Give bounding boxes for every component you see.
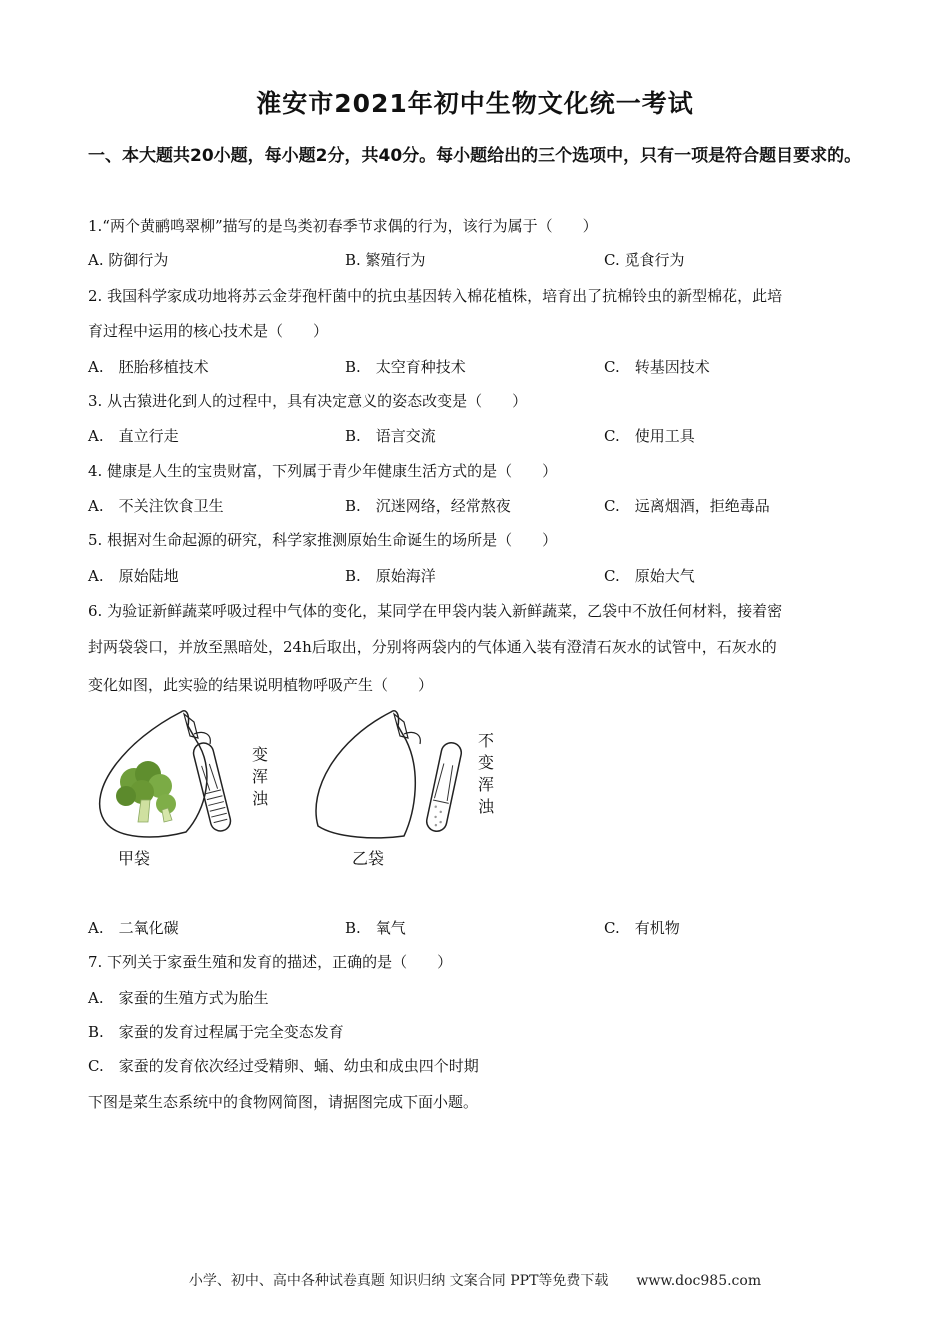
bag-a-label: 甲袋 [118,849,151,868]
q4-option-b: B. 沉迷网络，经常熬夜 [345,497,511,515]
q6-option-b: B. 氧气 [345,919,406,937]
q7-option-a: A. 家蚕的生殖方式为胎生 [88,989,269,1007]
q4-option-a: A. 不关注饮食卫生 [88,497,224,515]
q2-stem-line1: 2. 我国科学家成功地将苏云金芽孢杆菌中的抗虫基因转入棉花植株，培育出了抗棉铃虫的新型棉花，此培 [88,287,783,305]
q3-option-b: B. 语言交流 [345,427,436,445]
next-intro: 下图是菜生态系统中的食物网简图，请据图完成下面小题。 [88,1093,479,1111]
q2-stem-line2: 育过程中运用的核心技术是（ ） [88,322,329,340]
footer-text: 小学、初中、高中各种试卷真题 知识归纳 文案合同 PPT等免费下载 www.doc985.com [188,1273,762,1289]
q6-stem-line1: 6. 为验证新鲜蔬菜呼吸过程中气体的变化，某同学在甲袋内装入新鲜蔬菜，乙袋中不放任何材料，接着密 [88,602,783,620]
q4-option-c: C. 远离烟酒，拒绝毒品 [604,497,770,515]
broccoli-icon [116,761,176,822]
q6-stem-line3: 变化如图，此实验的结果说明植物呼吸产生（ ） [88,676,434,694]
page-title: 淮安市2021年初中生物文化统一考试 [256,89,694,118]
tube-b-label-char: 浊 [478,797,495,816]
q7-option-b: B. 家蚕的发育过程属于完全变态发育 [88,1023,344,1041]
tube-a-label-char: 变 [252,745,269,764]
q2-option-c: C. 转基因技术 [604,358,710,376]
q3-option-a: A. 直立行走 [88,427,179,445]
q3-option-c: C. 使用工具 [604,427,695,445]
section-header: 一、本大题共20小题，每小题2分，共40分。每小题给出的三个选项中，只有一项是符合题目要求的。 [88,146,862,166]
q1-option-c: C. 觅食行为 [604,251,685,269]
q1-stem: 1.“两个黄鹂鸣翠柳”描写的是鸟类初春季节求偶的行为，该行为属于（ ） [88,217,598,235]
q7-option-c: C. 家蚕的发育依次经过受精卵、蛹、幼虫和成虫四个时期 [88,1057,479,1075]
tube-b-label [478,730,494,818]
bag-b-label: 乙袋 [352,849,385,868]
bag-b [316,711,415,838]
q7-stem: 7. 下列关于家蚕生殖和发育的描述，正确的是（ ） [88,953,453,971]
q6-option-a: A. 二氧化碳 [88,919,179,937]
q4-stem: 4. 健康是人生的宝贵财富，下列属于青少年健康生活方式的是（ ） [88,462,558,480]
tube-a-label-char: 浑 [252,767,269,786]
q2-option-a: A. 胚胎移植技术 [88,358,209,376]
q2-option-b: B. 太空育种技术 [345,358,466,376]
q1-option-a: A. 防御行为 [88,251,169,269]
experiment-figure [86,700,526,880]
q5-option-b: B. 原始海洋 [345,567,436,585]
tube-b-label-char: 不 [478,731,495,750]
q6-stem-line2: 封两袋袋口，并放至黑暗处，24h后取出，分别将两袋内的气体通入装有澄清石灰水的试管中，石灰水的 [88,638,777,656]
q5-option-a: A. 原始陆地 [88,567,179,585]
tube-b-label-char: 变 [478,753,495,772]
q5-stem: 5. 根据对生命起源的研究，科学家推测原始生命诞生的场所是（ ） [88,531,558,549]
q5-option-c: C. 原始大气 [604,567,695,585]
q6-option-c: C. 有机物 [604,919,680,937]
tube-a-label [252,744,268,810]
q1-option-b: B. 繁殖行为 [345,251,426,269]
tube-b-label-char: 浑 [478,775,495,794]
q3-stem: 3. 从古猿进化到人的过程中，具有决定意义的姿态改变是（ ） [88,392,528,410]
tube-a-label-char: 浊 [252,789,269,808]
test-tube-b [425,741,463,833]
